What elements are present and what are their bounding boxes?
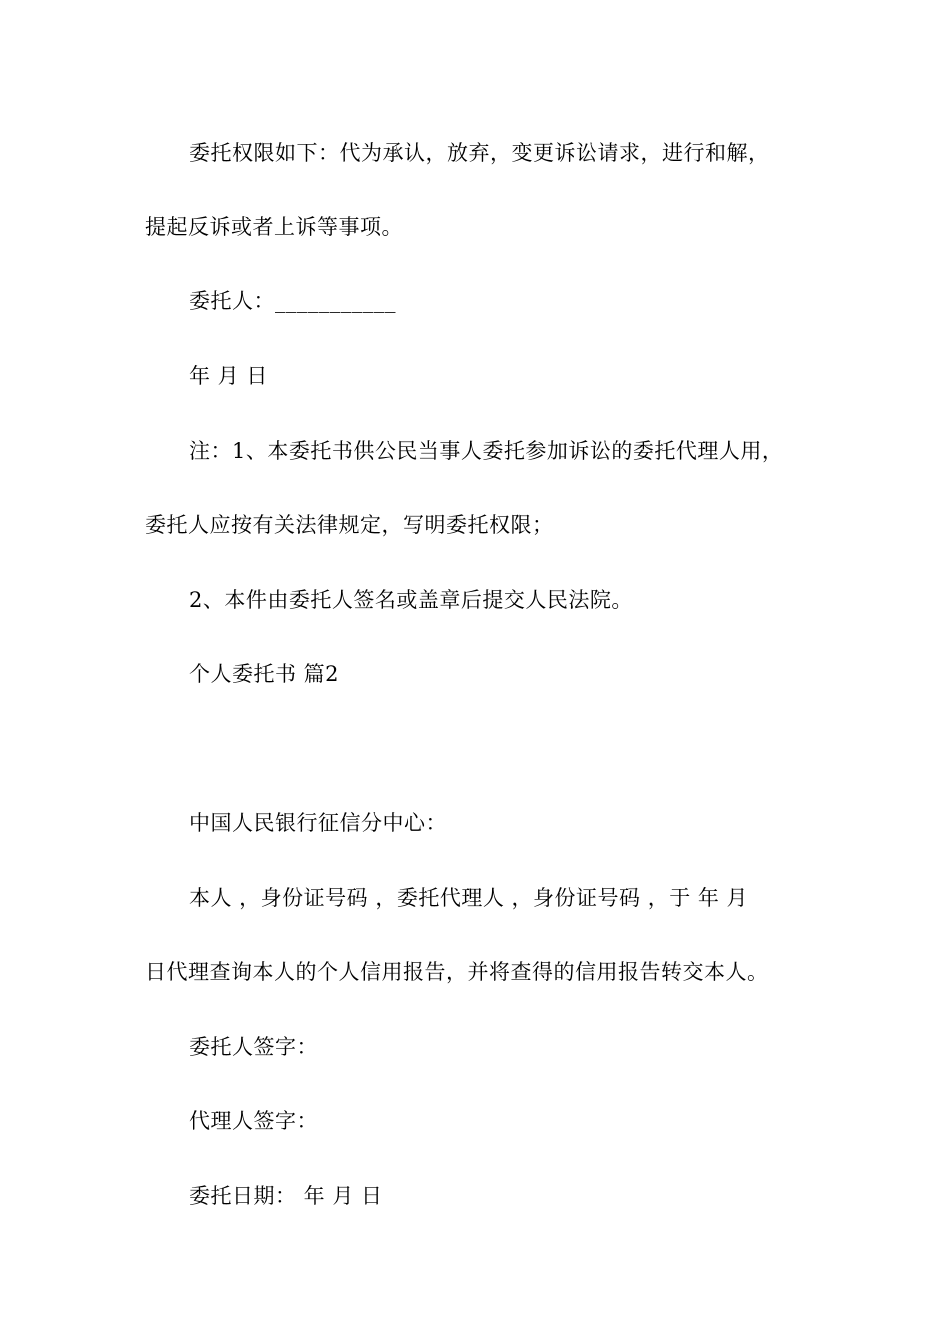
authority-paragraph-line-1: 委托权限如下：代为承认，放弃，变更诉讼请求，进行和解， bbox=[189, 141, 770, 165]
section-heading: 个人委托书 篇2 bbox=[189, 662, 340, 686]
entrust-date-line: 委托日期： 年 月 日 bbox=[189, 1184, 383, 1208]
authority-paragraph-line-2: 提起反诉或者上诉等事项。 bbox=[145, 215, 403, 239]
note-line-2: 委托人应按有关法律规定，写明委托权限； bbox=[145, 513, 554, 537]
principal-signature-line: 委托人：___________ bbox=[189, 289, 396, 313]
principal-sign-label: 委托人签字： bbox=[189, 1035, 318, 1059]
date-line: 年 月 日 bbox=[189, 364, 268, 388]
addressee-line: 中国人民银行征信分中心： bbox=[189, 811, 447, 835]
agent-sign-label: 代理人签字： bbox=[189, 1109, 318, 1133]
body-line-1: 本人 ，身份证号码 ，委托代理人 ，身份证号码 ，于 年 月 bbox=[189, 886, 749, 910]
note-line-3: 2、本件由委托人签名或盖章后提交人民法院。 bbox=[189, 588, 633, 612]
body-line-2: 日代理查询本人的个人信用报告，并将查得的信用报告转交本人。 bbox=[145, 960, 769, 984]
note-line-1: 注：1、本委托书供公民当事人委托参加诉讼的委托代理人用， bbox=[189, 439, 784, 463]
